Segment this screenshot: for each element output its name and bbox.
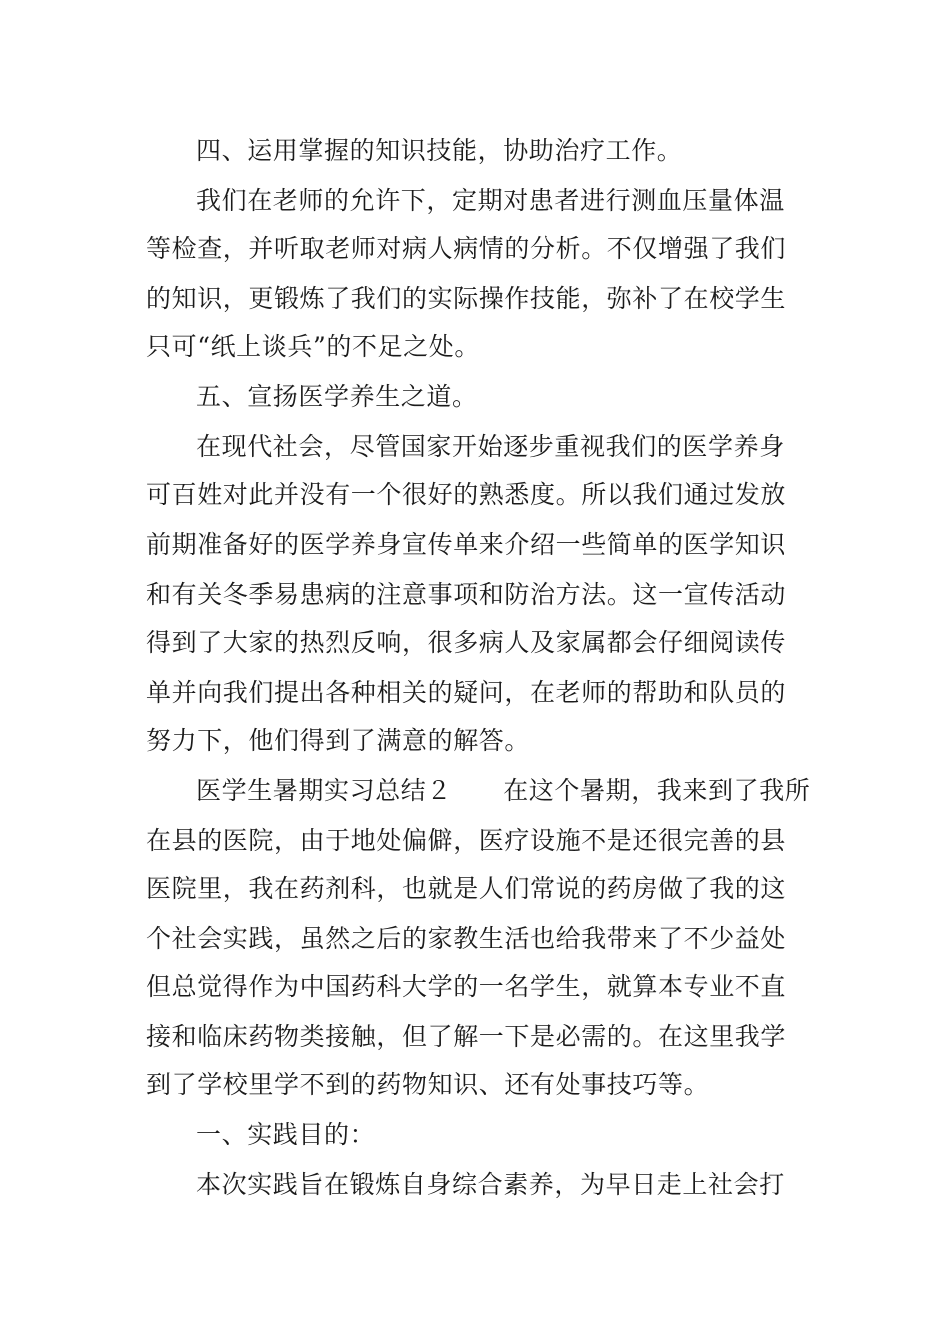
paragraph-line: 本次实践旨在锻炼自身综合素养，为早日走上社会打	[196, 1170, 785, 1199]
paragraph-line: 单并向我们提出各种相关的疑问，在老师的帮助和队员的	[146, 678, 787, 707]
paragraph-line: 我们在老师的允许下，定期对患者进行测血压量体温	[196, 186, 785, 215]
paragraph-line: 得到了大家的热烈反响，很多病人及家属都会仔细阅读传	[146, 628, 787, 657]
paragraph-line: 在县的医院，由于地处偏僻，医疗设施不是还很完善的县	[146, 826, 787, 855]
paragraph-line: 可百姓对此并没有一个很好的熟悉度。所以我们通过发放	[146, 480, 787, 509]
paragraph-line: 接和临床药物类接触，但了解一下是必需的。在这里我学	[146, 1022, 787, 1051]
section-heading-five: 五、宣扬医学养生之道。	[196, 382, 478, 411]
paragraph-line: 但总觉得作为中国药科大学的一名学生，就算本专业不直	[146, 972, 787, 1001]
paragraph-line: 等检查，并听取老师对病人病情的分析。不仅增强了我们	[146, 234, 787, 263]
paragraph-line: 个社会实践，虽然之后的家教生活也给我带来了不少益处	[146, 924, 787, 953]
paragraph-line: 医院里，我在药剂科，也就是人们常说的药房做了我的这	[146, 874, 787, 903]
paragraph-line: 只可“纸上谈兵”的不足之处。	[146, 332, 480, 361]
paragraph-line: 和有关冬季易患病的注意事项和防治方法。这一宣传活动	[146, 580, 787, 609]
summary-title-line: 医学生暑期实习总结２ 在这个暑期，我来到了我所	[196, 776, 811, 805]
section-heading-purpose: 一、实践目的：	[196, 1120, 376, 1149]
paragraph-line: 前期准备好的医学养身宣传单来介绍一些简单的医学知识	[146, 530, 787, 559]
paragraph-line: 到了学校里学不到的药物知识、还有处事技巧等。	[146, 1070, 710, 1099]
section-heading-four: 四、运用掌握的知识技能，协助治疗工作。	[196, 136, 683, 165]
paragraph-line: 的知识，更锻炼了我们的实际操作技能，弥补了在校学生	[146, 284, 787, 313]
paragraph-line: 努力下，他们得到了满意的解答。	[146, 726, 531, 755]
paragraph-line: 在现代社会，尽管国家开始逐步重视我们的医学养身	[196, 432, 785, 461]
